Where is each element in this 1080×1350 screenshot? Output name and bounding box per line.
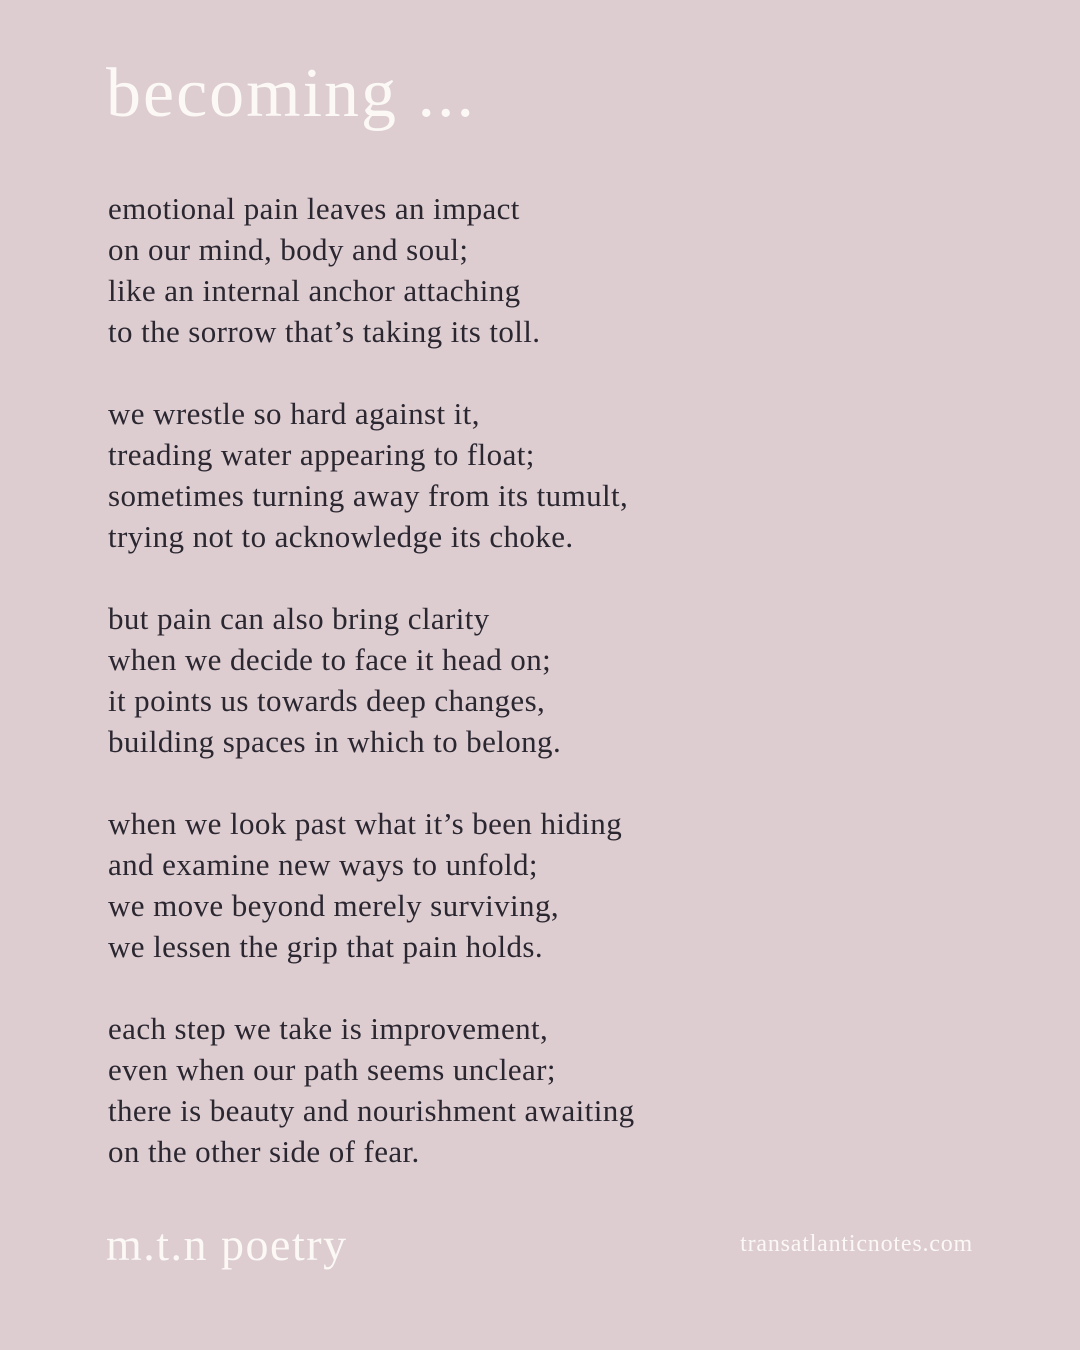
poem-line: trying not to acknowledge its choke. <box>108 519 574 554</box>
poem-line: we move beyond merely surviving, <box>108 888 560 923</box>
poem-title: becoming ... <box>106 55 477 132</box>
website-url: transatlanticnotes.com <box>740 1231 973 1257</box>
poem-stanza <box>108 393 635 557</box>
poem-line: building spaces in which to belong. <box>108 724 562 759</box>
poem-line: even when our path seems unclear; <box>108 1052 556 1087</box>
poem-line: when we decide to face it head on; <box>108 642 552 677</box>
poem-line: but pain can also bring clarity <box>108 601 490 636</box>
poem-line: it points us towards deep changes, <box>108 683 546 718</box>
poem-line: and examine new ways to unfold; <box>108 847 538 882</box>
poem-line: there is beauty and nourishment awaiting <box>108 1093 635 1128</box>
poem-stanza <box>108 803 635 967</box>
poem-stanza <box>108 598 635 762</box>
brand-signature: m.t.n poetry <box>106 1219 348 1270</box>
poem-line: we wrestle so hard against it, <box>108 396 480 431</box>
poem-line: treading water appearing to float; <box>108 437 535 472</box>
poem-stanza <box>108 1008 635 1172</box>
poem-line: to the sorrow that’s taking its toll. <box>108 314 541 349</box>
poem-line: each step we take is improvement, <box>108 1011 549 1046</box>
poem-line: like an internal anchor attaching <box>108 273 521 308</box>
poem-line: when we look past what it’s been hiding <box>108 806 623 841</box>
poem-line: on our mind, body and soul; <box>108 232 469 267</box>
poem-line: sometimes turning away from its tumult, <box>108 478 629 513</box>
poem-line: on the other side of fear. <box>108 1134 420 1169</box>
poem-line: we lessen the grip that pain holds. <box>108 929 543 964</box>
poem-line: emotional pain leaves an impact <box>108 191 520 226</box>
poem-body <box>108 188 635 1213</box>
poem-stanza <box>108 188 635 352</box>
